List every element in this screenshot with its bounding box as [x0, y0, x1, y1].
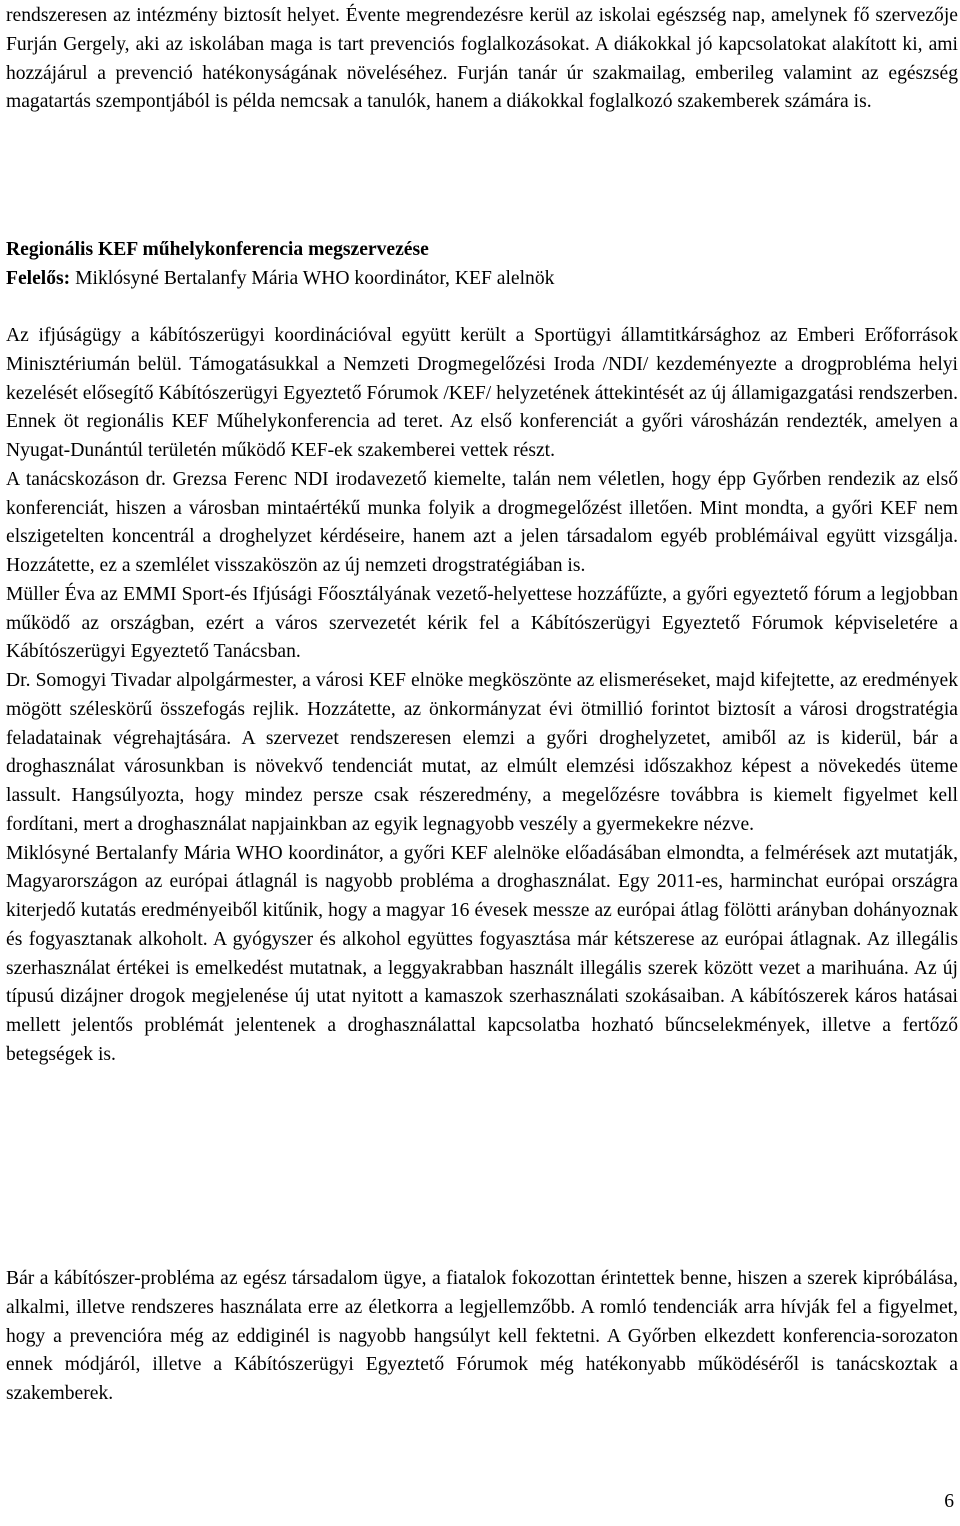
responsible-value: Miklósyné Bertalanfy Mária WHO koordinátor, KEF alelnök	[70, 267, 555, 289]
body-paragraphs	[6, 322, 958, 1070]
intro-paragraph-block	[6, 2, 958, 117]
paragraph: A tanácskozáson dr. Grezsa Ferenc NDI irodavezető kiemelte, talán nem véletlen, hogy épp Győrben rendezik az első konferenciát, hiszen a városban mintaértékű munka folyik a drogmegelőzést illetően. Mint mondta, a győri KEF nem elszigetelten koncentrál a droghelyzet kérdéseire, hanem azt a jelen társadalom egyéb problémáival együtt vizsgálja. Hozzátette, ez a szemlélet visszaköszön az új nemzeti drogstratégiában is.	[6, 468, 958, 576]
page-number: 6	[944, 1491, 954, 1512]
responsible-label: Felelős:	[6, 267, 71, 289]
paragraph: Az ifjúságügy a kábítószerügyi koordinációval együtt került a Sportügyi államtitkársághoz az Emberi Erőforrások Minisztériumán belül. Támogatásukkal a Nemzeti Drogmegelőzési Iroda /NDI/ kezdeményezte a drogprobléma helyi kezelését elősegítő Kábítószerügyi Egyeztető Fórumok /KEF/ helyzetének áttekintését az új államigazgatási rendszerben. Ennek öt regionális KEF Műhelykonferencia ad teret. Az első konferenciát a győri városházán rendezték, amelyen a Nyugat-Dunántúl területén működő KEF-ek szakemberei vettek részt.	[6, 325, 958, 461]
section-title	[6, 236, 958, 265]
paragraph: Miklósyné Bertalanfy Mária WHO koordinátor, a győri KEF alelnöke előadásában elmondta, a felmérések azt mutatják, Magyarországon az európai átlagnál is nagyobb probléma a droghasználat. Egy 2011-es, harminchat európai országra kiterjedő kutatás eredményeiből kitűnik, hogy a magyar 16 évesek messze az európai átlag fölötti arányban dohányoznak és fogyasztanak alkoholt. A gyógyszer és alkohol együttes fogyasztása már kétszerese az európai átlagnak. Az illegális szerhasználat értékei is emelkedést mutatnak, a leggyakrabban használt illegális szerek között vezet a marihuána. Az új típusú dizájner drogok megjelenése új utat nyitott a kamaszok szerhasználati szokásaiban. A kábítószerek káros hatásai mellett jelentős problémát jelentenek a droghasználattal kapcsolatba hozható bűncselekmények, illetve a fertőző betegségek is.	[6, 842, 958, 1065]
paragraph: Dr. Somogyi Tivadar alpolgármester, a városi KEF elnöke megköszönte az elismeréseket, majd kifejtette, az eredmények mögött széleskörű összefogás rejlik. Hozzátette, az önkormányzat évi ötmillió forintot biztosít a városi drogstratégia feladatainak végrehajtására. A szervezet rendszeresen elemzi a győri droghelyzetet, amiből az is kiderül, bár a droghasználat városunkban is növekvő tendenciát mutat, az elmúlt elemzési időszakhoz képest a növekedés üteme lassult. Hangsúlyozta, hogy mindez persze csak részeredmény, a megelőzésre továbbra is kiemelt figyelmet kell fordítani, mert a droghasználat napjainkban az egyik legnagyobb veszély a gyermekekre nézve.	[6, 670, 958, 835]
section-heading-block	[6, 236, 958, 294]
intro-paragraph: rendszeresen az intézmény biztosít helyet. Évente megrendezésre kerül az iskolai egészség nap, amelynek fő szervezője Furján Gergely, aki az iskolában maga is tart prevenciós foglalkozásokat. A diákokkal jó kapcsolatokat alakított ki, ami hozzájárul a prevenció hatékonyságának növeléséhez. Furján tanár úr szakmailag, emberileg valamint az egészség magatartás szempontjából is példa nemcsak a tanulók, hanem a diákokkal foglalkozó szakemberek számára is.	[6, 5, 958, 113]
closing-paragraph: Bár a kábítószer-probléma az egész társadalom ügye, a fiatalok fokozottan érintettek benne, hiszen a szerek kipróbálása, alkalmi, illetve rendszeres használata erre az életkorra a legjellemzőbb. A romló tendenciák arra hívják fel a figyelmet, hogy a prevencióra még az eddiginél is nagyobb hangsúlyt kell fektetni. A Győrben elkezdett konferencia-sorozaton ennek módjáról, illetve a Kábítószerügyi Egyeztető Fórumok még hatékonyabb működéséről is tanácskoztak a szakemberek.	[6, 1268, 958, 1404]
paragraph: Müller Éva az EMMI Sport-és Ifjúsági Főosztályának vezető-helyettese hozzáfűzte, a győri egyeztető fórum a legjobban működő az országban, ezért a város szervezetét kérik fel a Kábítószerügyi Egyeztető Fórumok képviseletére a Kábítószerügyi Egyeztető Tanácsban.	[6, 583, 958, 663]
section-title-text: Regionális KEF műhelykonferencia megszervezése	[6, 239, 429, 260]
closing-paragraph-block	[6, 1265, 958, 1409]
responsible-line	[6, 265, 958, 294]
